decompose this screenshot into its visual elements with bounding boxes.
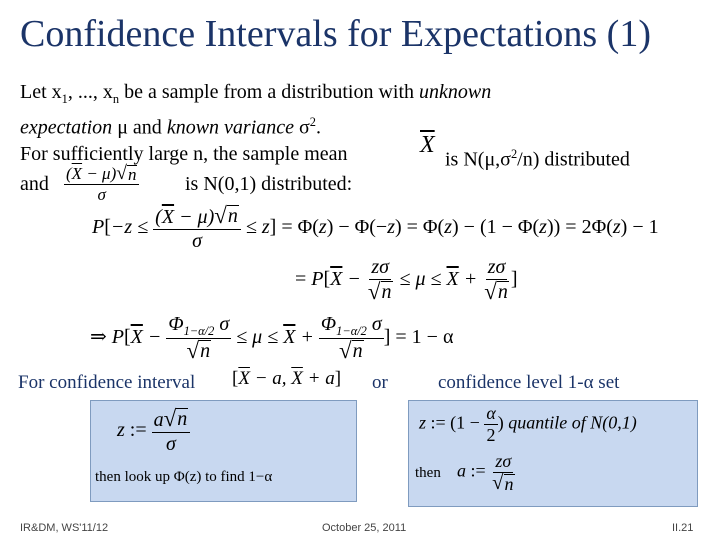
line4-and: and [20,173,49,195]
z-definition-formula: z := a √ n σ [117,407,190,456]
z-quantile-formula: z := (1 − $\frac{\alpha}{2}$ ) quantile of N(0,1) [419,403,637,445]
line1-text-a: Let x [20,81,62,103]
slide-title: Confidence Intervals for Expectations (1) [20,13,651,55]
probability-equation-1: P[−z ≤ $(\overline{X} - \mu)$ √ n σ ≤ z] = Φ(z) − Φ(−z) = Φ(z) − (1 − Φ(z)) = 2Φ(z) − 1 [92,203,659,252]
probability-equation-2: = $P[\overline{X}$ − zσ √ n ≤ $\mu \le \overline{X}$ + zσ √ n ] [295,256,518,304]
line3-sup: 2 [510,147,518,161]
ci-label [18,371,195,395]
line3-text-a: For sufficiently large n, the sample mean [20,143,348,165]
line1-text-c: be a sample from a distribution with [119,81,420,103]
ci-interval-formula: [$\overline{X} - a$, $\overline{X} + a$] [232,368,342,389]
text-line-3 [20,142,348,166]
line2-sigma: σ [299,116,310,139]
ci-label-text: For confidence interval [18,372,196,393]
sample-mean-formula: $\overline{X}$ [420,132,435,158]
line1-sub-1: 1 [61,92,68,106]
line2-mu: μ [117,116,128,139]
lookup-text: then look up Φ(z) to find 1−α [95,469,273,485]
probability-equation-3: ⇒ $P[\overline{X}$ − $\Phi_{1-\alpha/2}$ σ √ n ≤ $\mu \le \overline{X}$ + $\Phi_{1-\alpha/2}$ σ √ n ] = 1 − α [90,313,454,364]
then-label: then [415,465,441,481]
line4-text: is N(0,1) distributed: [185,173,353,195]
line2-sup: 2 [309,115,316,129]
line2-and: and [127,116,167,139]
footer-date: October 25, 2011 [322,522,407,534]
line1-sub-n: n [112,92,120,106]
a-definition-formula: a := zσ √ n [457,451,514,494]
or-label: or [372,372,388,393]
footer-slide-number: II.21 [672,522,694,534]
text-line-1 [20,80,491,111]
line2-end: . [315,116,321,139]
confidence-level-label: confidence level 1-α set [438,372,620,393]
left-formula-box [90,400,357,502]
footer-course: IR&DM, WS'11/12 [20,522,109,534]
line3-text-b: is N(μ,σ [445,148,511,171]
line2-italic-a: expectation [20,116,118,139]
line3-text-c: /n) distributed [517,148,630,171]
text-line-3b [445,142,630,172]
standardized-formula: $(\overline{X} - \mu)$ √ n σ [64,164,139,204]
line1-italic: unknown [419,81,492,103]
line2-italic-b: known variance [166,116,299,139]
text-line-2 [20,110,321,140]
right-formula-box [408,400,698,507]
line1-text-b: , ..., x [67,81,113,103]
